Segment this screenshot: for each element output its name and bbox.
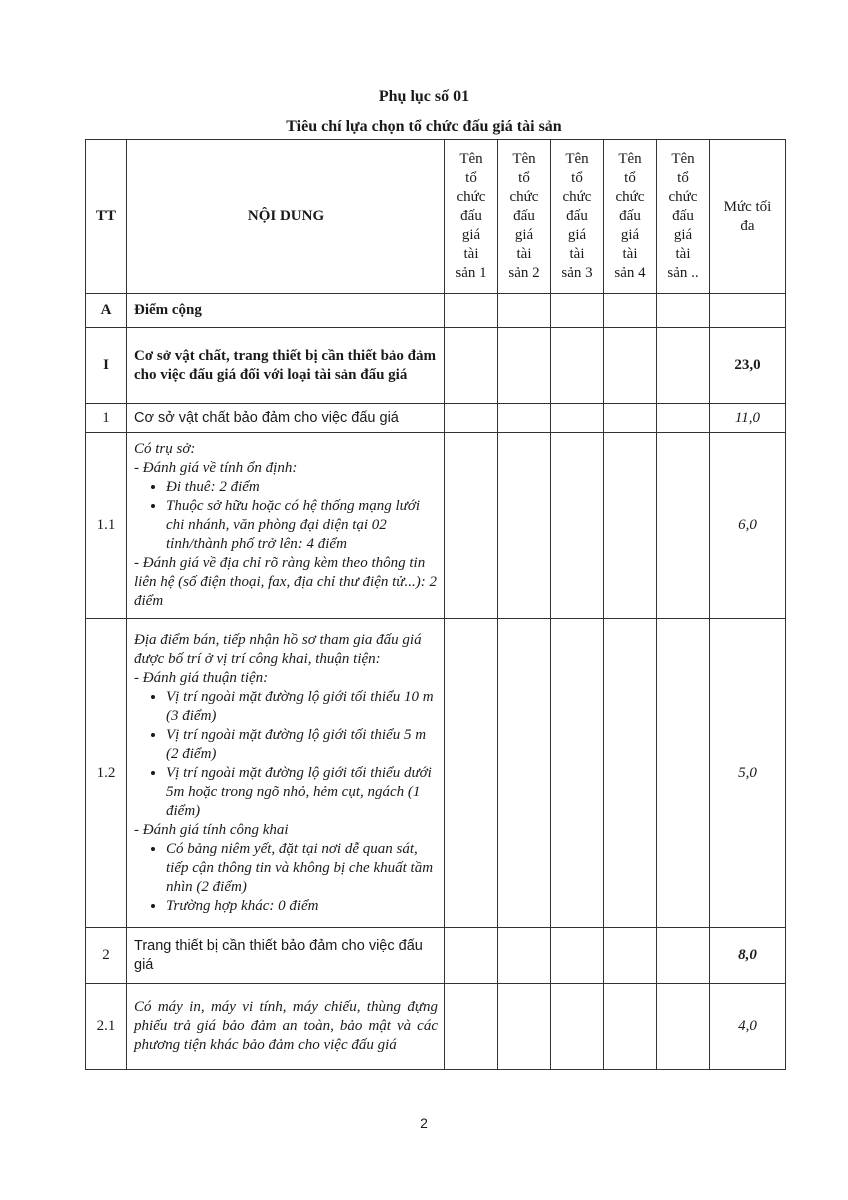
list-item: • Có bảng niêm yết, đặt tại nơi dễ quan sát, tiếp cận thông tin và không bị che khuất tầm nhìn (2 điểm) bbox=[166, 840, 438, 897]
row-a-content: Điểm cộng bbox=[127, 294, 445, 328]
row-1-2-tt: 1.2 bbox=[86, 619, 127, 928]
row-1-1 bbox=[86, 433, 786, 619]
row-1-2-dash1: - Đánh giá thuận tiện: bbox=[134, 669, 269, 686]
row-2 bbox=[86, 928, 786, 984]
row-1-2 bbox=[86, 619, 786, 928]
list-item: • Vị trí ngoài mặt đường lộ giới tối thiểu 5 m (2 điểm) bbox=[166, 726, 438, 764]
appendix-title: Phụ lục số 01 bbox=[378, 88, 470, 105]
row-a-tt: A bbox=[86, 294, 127, 328]
criteria-table bbox=[85, 139, 786, 1070]
row-1-2-dash2: - Đánh giá tính công khai bbox=[134, 821, 289, 838]
row-2-1-content: Có máy in, máy vi tính, máy chiếu, thùng đựng phiếu trả giá bảo đảm an toàn, bảo mật và các phương tiện khác bảo đảm cho việc đấu giá bbox=[127, 984, 445, 1070]
row-2-1-max: 4,0 bbox=[710, 984, 786, 1070]
header-org-5: Tên tổ chức đấu giá tài sản .. bbox=[657, 140, 710, 294]
row-i-tt: I bbox=[86, 328, 127, 404]
list-item: • Đi thuê: 2 điểm bbox=[166, 478, 438, 497]
row-2-content: Trang thiết bị cần thiết bảo đảm cho việc đấu giá bbox=[127, 928, 445, 984]
header-max: Mức tối đa bbox=[710, 140, 786, 294]
list-item: • Vị trí ngoài mặt đường lộ giới tối thiểu dưới 5m hoặc trong ngõ nhỏ, hẻm cụt, ngách (1 điểm) bbox=[166, 764, 438, 821]
row-2-tt: 2 bbox=[86, 928, 127, 984]
header-row bbox=[86, 140, 786, 294]
row-2-max: 8,0 bbox=[710, 928, 786, 984]
row-2-1-tt: 2.1 bbox=[86, 984, 127, 1070]
row-1-1-dash1: - Đánh giá về tính ổn định: bbox=[134, 460, 298, 476]
row-1-1-max: 6,0 bbox=[710, 433, 786, 619]
header-org-2: Tên tổ chức đấu giá tài sản 2 bbox=[498, 140, 551, 294]
row-a bbox=[86, 294, 786, 328]
row-1-1-content bbox=[127, 433, 445, 619]
list-item: • Trường hợp khác: 0 điểm bbox=[166, 897, 438, 916]
row-i-content: Cơ sở vật chất, trang thiết bị cần thiết bảo đảm cho việc đấu giá đối với loại tài sản đấu giá bbox=[127, 328, 445, 404]
appendix-subtitle: Tiêu chí lựa chọn tổ chức đấu giá tài sản bbox=[286, 118, 562, 135]
row-1-content: Cơ sở vật chất bảo đảm cho việc đấu giá bbox=[127, 404, 445, 433]
header-org-1: Tên tổ chức đấu giá tài sản 1 bbox=[445, 140, 498, 294]
row-1-max: 11,0 bbox=[710, 404, 786, 433]
row-1-2-content bbox=[127, 619, 445, 928]
row-1-1-dash2: - Đánh giá về địa chỉ rõ ràng kèm theo thông tin liên hệ (số điện thoại, fax, địa chỉ thư điện tử...): 2 điểm bbox=[134, 555, 437, 609]
row-1-2-intro: Địa điểm bán, tiếp nhận hồ sơ tham gia đấu giá được bố trí ở vị trí công khai, thuận tiện: bbox=[134, 631, 422, 667]
row-a-max bbox=[710, 294, 786, 328]
row-1 bbox=[86, 404, 786, 433]
row-2-1 bbox=[86, 984, 786, 1070]
row-1-tt: 1 bbox=[86, 404, 127, 433]
header-org-3: Tên tổ chức đấu giá tài sản 3 bbox=[551, 140, 604, 294]
row-1-2-max: 5,0 bbox=[710, 619, 786, 928]
list-item: • Vị trí ngoài mặt đường lộ giới tối thiểu 10 m (3 điểm) bbox=[166, 688, 438, 726]
header-noi-dung: NỘI DUNG bbox=[127, 140, 445, 294]
row-1-1-tt: 1.1 bbox=[86, 433, 127, 619]
list-item: • Thuộc sở hữu hoặc có hệ thống mạng lưới chi nhánh, văn phòng đại diện tại 02 tỉnh/thành phố trở lên: 4 điểm bbox=[166, 497, 438, 554]
row-i-max: 23,0 bbox=[710, 328, 786, 404]
header-org-4: Tên tổ chức đấu giá tài sản 4 bbox=[604, 140, 657, 294]
header-tt: TT bbox=[86, 140, 127, 294]
row-1-1-intro: Có trụ sở: bbox=[134, 441, 196, 457]
page-number: 2 bbox=[420, 1115, 428, 1131]
row-i bbox=[86, 328, 786, 404]
